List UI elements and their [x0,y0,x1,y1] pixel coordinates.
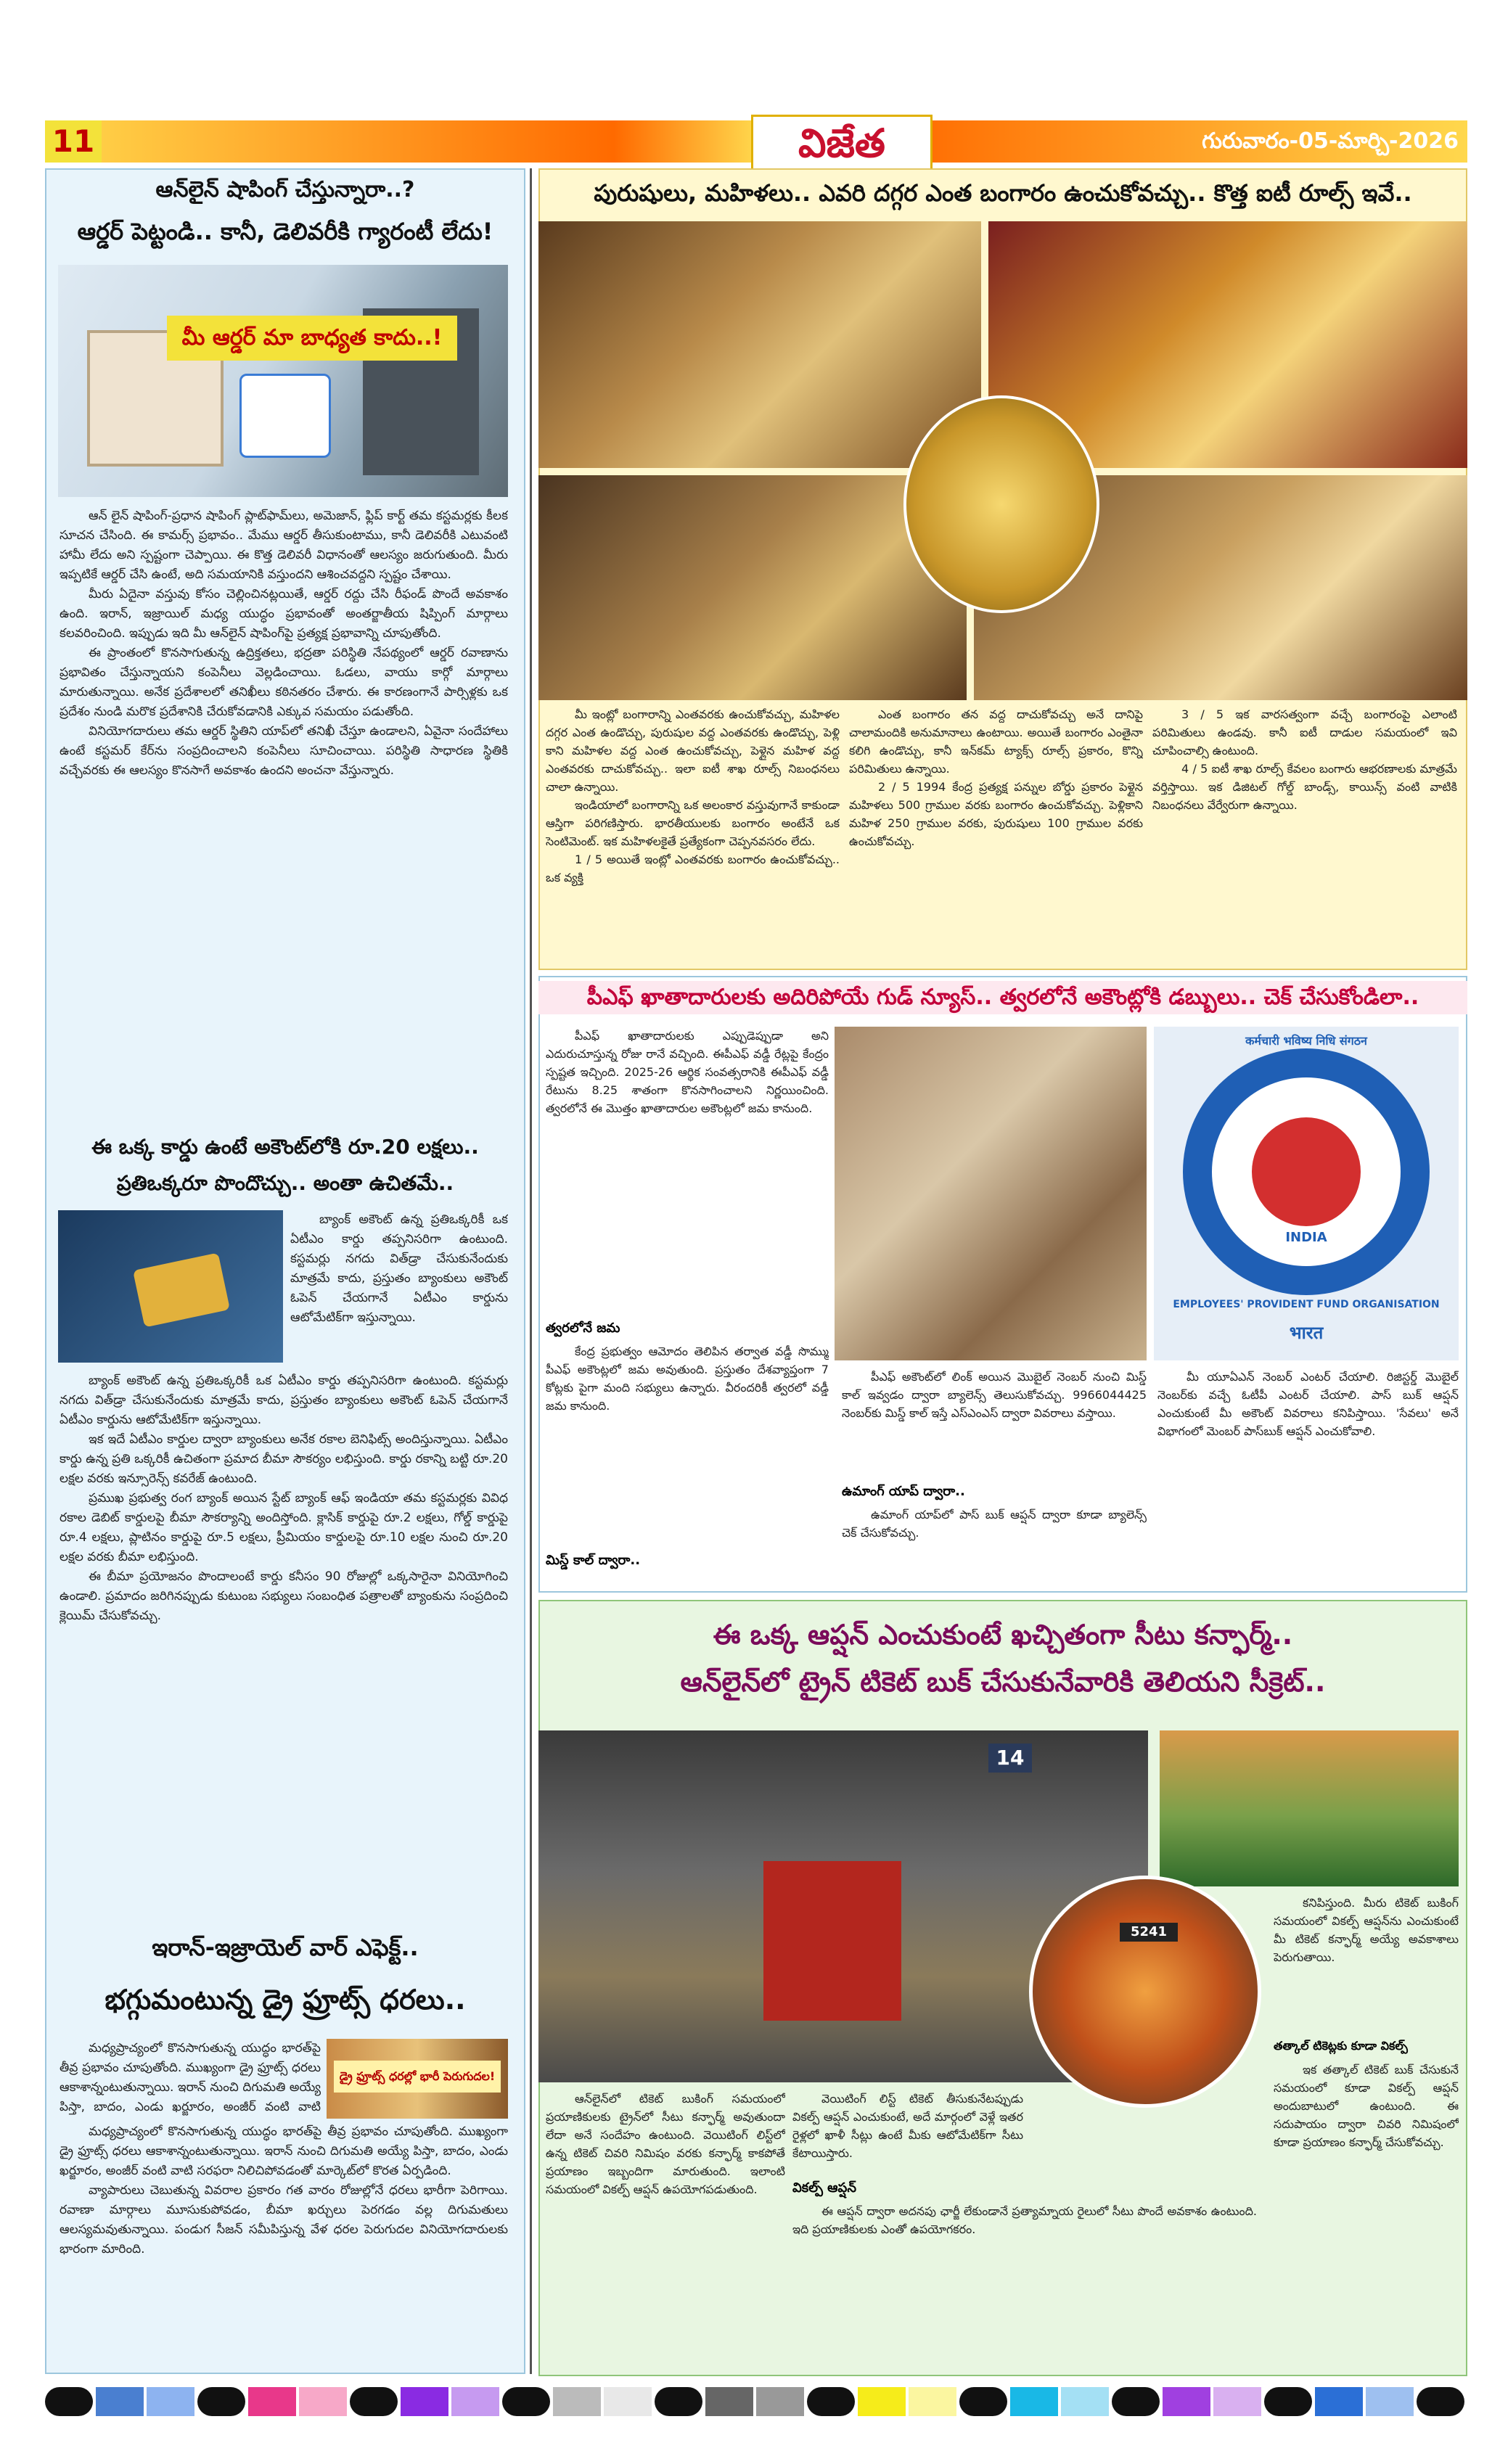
color-swatch [604,2387,652,2416]
color-swatch [858,2387,906,2416]
gold-bars-photo [903,395,1099,613]
train-column-3 [1274,1894,1459,2032]
page-number: 11 [45,120,102,163]
platform-number-sign: 14 [988,1744,1032,1773]
gold-headline: పురుషులు, మహిళలు.. ఎవరి దగ్గర ఎంత బంగారం ఉంచుకోవచ్చు.. కొత్త ఐటీ రూల్స్ ఇవే.. [594,179,1412,207]
color-swatch [959,2387,1007,2416]
cart-icon [239,374,331,458]
currency-notes-photo [835,1027,1147,1360]
gold-column-1 [546,705,840,963]
train-paragraph: ఈ ఆప్షన్ ద్వారా అదనపు ఛార్జీ లేకుండానే ప్రత్యామ్నాయ రైలులో సీటు పొందే అవకాశం ఉంటుంది. ఇది ప్రయాణికులకు ఎంతో ఉపయోగకరం. [792,2204,1257,2236]
color-swatch [1010,2387,1058,2416]
article3-headline-line2: భగ్గుమంటున్న డ్రై ఫ్రూట్స్ ధరలు.. [104,1984,466,2016]
epfo-english-text: EMPLOYEES' PROVIDENT FUND ORGANISATION [1173,1299,1440,1310]
color-swatch [553,2387,601,2416]
article1-paragraph: వినియోగదారులు తమ ఆర్డర్ స్థితిని యాప్‌లో తనిఖీ చేస్తూ ఉండాలని, ఏవైనా సందేహాలు ఉంటే కస్టమర్ కేర్‌ను సంప్రదించాలని కంపెనీలు సూచించాయి. పరిస్థితి సాధారణ స్థితికి వచ్చేవరకు ఈ ఆలస్యం కొనసాగే అవకాశం ఉందని అంచనా వేస్తున్నారు. [60,724,508,778]
train-column-3b [1274,2061,1459,2369]
article3-body [60,2122,508,2369]
color-swatch [1417,2387,1464,2416]
article3-body-side [60,2039,321,2119]
train-paragraph: కనిపిస్తుంది. మీరు టికెట్ బుకింగ్ సమయంలో వికల్ప్ ఆప్షన్‌ను ఎంచుకుంటే మీ టికెట్ కన్ఫార్మ్ అయ్యే అవకాశాలు పెరుగుతాయి. [1274,1896,1459,1964]
gold-paragraph: మీ ఇంట్లో బంగారాన్ని ఎంతవరకు ఉంచుకోవచ్చు, మహిళల దగ్గర ఎంత ఉండొచ్చు, పురుషుల వద్ద ఎంతవరకు ఉండొచ్చు, పెళ్లి కాని మహిళల వద్ద ఎంత ఉంచుకోవచ్చు, పెళ్లైన మహిళ వద్ద ఎంతవరకు దాచుకోవచ్చు.. ఇలా ఐటీ శాఖ రూల్స్ నిబంధనలు చాలా ఉన్నాయి. [546,707,840,794]
pf-subhead-1: త్వరలోనే జమ [546,1321,620,1336]
column-divider [530,168,532,2374]
train-column-2b [792,2202,1257,2369]
color-registration-strip [45,2387,1467,2416]
color-swatch [705,2387,753,2416]
pf-body-mid2 [842,1506,1147,1585]
card-icon [133,1252,230,1327]
color-swatch [451,2387,499,2416]
color-swatch [1264,2387,1312,2416]
train-paragraph: ఆన్‌లైన్‌లో టికెట్ బుకింగ్ సమయంలో ప్రయాణికులకు ట్రైన్‌లో సీటు కన్ఫార్మ్ అవుతుందా లేదా అనే సందేహం ఉంటుంది. వెయిటింగ్ లిస్ట్‌లో ఉన్న టికెట్ చివరి నిమిషం వరకు కన్ఫార్మ్ కాకపోతే ప్రయాణం ఇబ్బందిగా మారుతుంది. ఇలాంటి సమయంలో వికల్ప్ ఆప్షన్ ఉపయోగపడుతుంది. [546,2092,785,2196]
color-swatch [655,2387,702,2416]
masthead-logo: విజేత [751,115,933,171]
train-subhead: వికల్ప్ ఆప్షన్ [792,2180,856,2196]
epfo-bharat-text: भारत [1289,1323,1324,1343]
color-swatch [45,2387,93,2416]
gold-column-2 [849,705,1143,963]
epfo-logo [1183,1048,1430,1295]
dry-fruits-image [327,2039,508,2119]
gold-paragraph: ఇండియాలో బంగారాన్ని ఒక అలంకార వస్తువుగానే కాకుండా ఆస్తిగా పరిగణిస్తారు. భారతీయులకు బంగారం అంటేనే ఒక సెంటిమెంట్. ఇక మహిళలకైతే ప్రత్యేకంగా చెప్పనవసరం లేదు. [546,798,840,848]
epfo-logo-panel [1154,1027,1459,1360]
color-swatch [197,2387,245,2416]
color-swatch [96,2387,144,2416]
locomotive-front [763,1861,901,2021]
color-swatch [248,2387,296,2416]
article3-headline-line1: ఇరాన్-ఇజ్రాయెల్ వార్ ఎఫెక్ట్.. [152,1934,419,1961]
article1-paragraph: ఆన్ లైన్ షాపింగ్-ప్రధాన షాపింగ్ ప్లాట్‌ఫామ్‌లు, అమెజాన్, ఫ్లిప్ కార్ట్ తమ కస్టమర్లకు కీలక సూచన చేసింది. ఈ కామర్స్ ప్రభావం.. మేము ఆర్డర్ తీసుకుంటాము, కానీ డెలివరీకి ఎటువంటి హామీ లేదు అని స్పష్టంగా చెప్పాయి. ఈ కొత్త డెలివరీ విధానంతో ఆలస్యం జరుగుతుంది. మీరు ఇప్పటికే ఆర్డర్ చేసి ఉంటే, అది సమయానికి వస్తుందని ఆశించవద్దని స్పష్టం చేశాయి. [60,509,508,582]
pf-body-left [546,1342,829,1545]
color-swatch [147,2387,194,2416]
epfo-logo-inner [1212,1077,1401,1266]
pf-subhead-3: ఉమాంగ్ యాప్ ద్వారా.. [842,1484,965,1499]
pf-paragraph: పీఎఫ్ ఖాతాదారులకు ఎప్పుడెప్పుడా అని ఎదురుచూస్తున్న రోజు రానే వచ్చింది. ఈపీఎఫ్ వడ్డీ రేట్లపై కేంద్రం స్పష్టత ఇచ్చింది. 2025-26 ఆర్థిక సంవత్సరానికి ఈపీఎఫ్ వడ్డీ రేటును 8.25 శాతంగా కొనసాగించాలని నిర్ణయించింది. త్వరలోనే ఈ మొత్తం ఖాతాదారుల అకౌంట్లలో జమ కానుంది. [546,1029,829,1115]
pf-paragraph: కేంద్ర ప్రభుత్వం ఆమోదం తెలిపిన తర్వాత వడ్డీ సొమ్ము పీఎఫ్ అకౌంట్లలో జమ అవుతుంది. ప్రస్తుతం దేశవ్యాప్తంగా 7 కోట్లకు పైగా మంది సభ్యులు ఉన్నారు. వీరందరికీ త్వరలో వడ్డీ జమ కానుంది. [546,1344,829,1413]
article2-paragraph: ఇక ఇదే ఏటీఎం కార్డుల ద్వారా బ్యాంకులు అనేక రకాల బెనిఫిట్స్ అందిస్తున్నాయి. ఏటీఎం కార్డు ఉన్న ప్రతి ఒక్కరికీ ఉచితంగా ప్రమాద బీమా సౌకర్యం లభిస్తుంది. కార్డు రకాన్ని బట్టి రూ.20 లక్షల వరకు ఇన్సూరెన్స్ కవరేజ్ ఉంటుంది. [60,1432,508,1486]
train-headline-line2: ఆన్‌లైన్‌లో ట్రైన్ టికెట్ బుక్ చేసుకునేవారికి తెలియని సీక్రెట్.. [680,1666,1326,1698]
issue-date: గురువారం-05-మార్చి-2026 [1202,128,1459,154]
gold-paragraph: 4 / 5 ఐటీ శాఖ రూల్స్ కేవలం బంగారు ఆభరణాలకు మాత్రమే వర్తిస్తాయి. ఇక డిజిటల్ గోల్డ్ బాండ్స్, కాయిన్స్ వంటి వాటికి నిబంధనలు వేర్వేరుగా ఉన్నాయి. [1152,762,1457,812]
gold-paragraph: ఎంత బంగారం తన వద్ద దాచుకోవచ్చు అనే దానిపై చాలామందికి అనుమానాలు ఉంటాయి. అయితే బంగారం ఎంతైనా కలిగి ఉండొచ్చు, కానీ ఇన్‌కమ్ ట్యాక్స్ రూల్స్ ప్రకారం, కొన్ని పరిమితులు ఉన్నాయి. [849,707,1143,776]
article2-body [60,1371,508,1894]
pf-paragraph: ఉమాంగ్ యాప్‌లో పాస్ బుక్ ఆప్షన్ ద్వారా కూడా బ్యాలెన్స్ చెక్ చేసుకోవచ్చు. [842,1508,1147,1540]
train-in-forest-photo [1160,1730,1459,1886]
color-swatch [502,2387,550,2416]
train-paragraph: వెయిటింగ్ లిస్ట్ టికెట్ తీసుకునేటప్పుడు వికల్ప్ ఆప్షన్ ఎంచుకుంటే, అదే మార్గంలో వెళ్లే ఇతర రైళ్లలో ఖాళీ సీట్లు ఉంటే మీకు ఆటోమేటిక్‌గా సీటు కేటాయిస్తారు. [792,2092,1023,2160]
jewellery-shop-photo-1 [538,221,981,468]
gold-paragraph: 3 / 5 ఇక వారసత్వంగా వచ్చే బంగారంపై ఎలాంటి పరిమితులు ఉండవు. కానీ ఐటీ దాడుల సమయంలో ఇవి చూపించాల్సి ఉంటుంది. [1152,707,1457,757]
train-column-2 [792,2090,1023,2177]
train-subhead-2: తత్కాల్ టికెట్లకు కూడా వికల్ప్ [1274,2039,1408,2053]
pf-body-mid [842,1368,1147,1477]
article1-image-caption: మీ ఆర్డర్ మా బాధ్యత కాదు..! [167,316,457,361]
color-swatch [1163,2387,1210,2416]
color-swatch [756,2387,804,2416]
article2-paragraph: బ్యాంక్ అకౌంట్ ఉన్న ప్రతిఒక్కరికీ ఒక ఏటీఎం కార్డు తప్పనిసరిగా ఉంటుంది. కస్టమర్లు నగదు విత్‌డ్రా చేసుకునేందుకు మాత్రమే కాదు, ప్రస్తుతం బ్యాంకులు అకౌంట్ ఓపెన్ చేయగానే ఏటీఎం కార్డును ఆటోమేటిక్‌గా ఇస్తున్నాయి. [290,1212,508,1325]
color-swatch [1315,2387,1363,2416]
color-swatch [1213,2387,1261,2416]
article3-paragraph: మధ్యప్రాచ్యంలో కొనసాగుతున్న యుద్ధం భారత్‌పై తీవ్ర ప్రభావం చూపుతోంది. ముఖ్యంగా డ్రై ఫ్రూట్స్ ధరలు ఆకాశాన్నంటుతున్నాయి. ఇరాన్ నుంచి దిగుమతి అయ్యే పిస్తా, బాదం, ఎండు ఖర్జూరం, అంజీర్ వంటి వాటి [60,2041,321,2114]
atm-card-image [58,1210,283,1363]
loco-number-plate: 5241 [1120,1923,1178,1942]
diesel-locomotive-photo [1029,1876,1261,2108]
shopping-cart-image [58,265,508,497]
jewellery-shop-photo-3 [538,475,967,700]
pf-body-right [1157,1368,1459,1585]
article2-headline-line2: ప్రతిఒక్కరూ పొందొచ్చు.. అంతా ఉచితమే.. [116,1171,454,1195]
gold-paragraph: 1 / 5 అయితే ఇంట్లో ఎంతవరకు బంగారం ఉంచుకోవచ్చు.. ఒక వ్యక్తి [546,853,840,884]
article1-paragraph: ఈ ప్రాంతంలో కొనసాగుతున్న ఉద్రిక్తతలు, భద్రతా పరిస్థితి నేపథ్యంలో ఆర్డర్ రవాణాను ప్రభావితం చేస్తున్నాయని కంపెనీలు వెల్లడించాయి. ఓడలు, వాయు కార్గో మార్గాలు మారుతున్నాయి. అనేక ప్రదేశాలలో తనిఖీలు కఠినతరం చేశారు. ఈ కారణంగానే పార్సిళ్లకు ఒక ప్రదేశం నుండి మరొక ప్రదేశానికి చేరుకోవడానికి ఎక్కువ సమయం పడుతోంది. [60,646,508,719]
epfo-hindi-text: कर्मचारी भविष्य निधि संगठन [1245,1034,1367,1048]
epfo-india-text: INDIA [1285,1230,1327,1245]
article1-headline-line2: ఆర్డర్ పెట్టండి.. కానీ, డెలివరీకి గ్యారంటీ లేదు! [77,218,493,245]
color-swatch [909,2387,956,2416]
color-swatch [1112,2387,1160,2416]
article3-image-caption: డ్రై ఫ్రూట్స్ ధరల్లో భారీ పెరుగుదల! [334,2061,501,2093]
article1-body [60,506,508,1123]
color-swatch [1366,2387,1414,2416]
epfo-emblem-icon [1252,1117,1361,1226]
color-swatch [350,2387,398,2416]
pf-headline: పీఎఫ్ ఖాతాదారులకు అదిరిపోయే గుడ్ న్యూస్.. త్వరలోనే అకౌంట్లోకి డబ్బులు.. చెక్ చేసుకోండిలా.. [538,981,1467,1014]
article1-headline-line1: ఆన్‌లైన్ షాపింగ్ చేస్తున్నారా..? [155,177,415,202]
gold-paragraph: 2 / 5 1994 కేంద్ర ప్రత్యక్ష పన్నుల బోర్డు ప్రకారం పెళ్లైన మహిళలు 500 గ్రాముల వరకు బంగారం ఉంచుకోవచ్చు. పెళ్లికాని మహిళ 250 గ్రాముల వరకు, పురుషులు 100 గ్రాముల వరకు ఉంచుకోవచ్చు. [849,780,1143,848]
train-headline-line1: ఈ ఒక్క ఆప్షన్ ఎంచుకుంటే ఖచ్చితంగా సీటు కన్ఫార్మ్.. [713,1619,1293,1651]
pf-subhead-2: మిస్డ్ కాల్ ద్వారా.. [546,1553,641,1568]
pf-paragraph: మీ యూఏఎన్ నెంబర్ ఎంటర్ చేయాలి. రిజిస్టర్డ్ మొబైల్ నెంబర్‌కు వచ్చే ఓటీపీ ఎంటర్ చేయాలి. పాస్ బుక్ ఆప్షన్ ఎంచుకుంటే మీ అకౌంట్ వివరాలు కనిపిస్తాయి. 'సేవలు' అనే విభాగంలో మెంబర్ పాస్‌బుక్ ఆప్షన్ ఎంచుకోవాలి. [1157,1370,1459,1438]
color-swatch [1061,2387,1109,2416]
train-paragraph: ఇక తత్కాల్ టికెట్ బుక్ చేసుకునే సమయంలో కూడా వికల్ప్ ఆప్షన్ అందుబాటులో ఉంటుంది. ఈ సదుపాయం ద్వారా చివరి నిమిషంలో కూడా ప్రయాణం కన్ఫార్మ్ చేసుకోవచ్చు. [1274,2063,1459,2149]
article2-headline-line1: ఈ ఒక్క కార్డు ఉంటే అకౌంట్‌లోకి రూ.20 లక్షలు.. [91,1135,479,1159]
article2-body-side [290,1210,508,1363]
article2-paragraph: ఈ బీమా ప్రయోజనం పొందాలంటే కార్డు కనీసం 90 రోజుల్లో ఒక్కసారైనా వినియోగించి ఉండాలి. ప్రమాదం జరిగినప్పుడు కుటుంబ సభ్యులు సంబంధిత పత్రాలతో బ్యాంకును సంప్రదించి క్లెయిమ్ చేసుకోవచ్చు. [60,1569,508,1623]
article3-paragraph: మధ్యప్రాచ్యంలో కొనసాగుతున్న యుద్ధం భారత్‌పై తీవ్ర ప్రభావం చూపుతోంది. ముఖ్యంగా డ్రై ఫ్రూట్స్ ధరలు ఆకాశాన్నంటుతున్నాయి. ఇరాన్ నుంచి దిగుమతి అయ్యే పిస్తా, బాదం, ఎండు ఖర్జూరం, అంజీర్ వంటి వాటి సరఫరా నిలిచిపోవడంతో మార్కెట్‌లో కొరత ఏర్పడింది. [60,2124,508,2178]
gold-column-3 [1152,705,1457,963]
article1-paragraph: మీరు ఏదైనా వస్తువు కోసం చెల్లించినట్లయితే, ఆర్డర్ రద్దు చేసి రీఫండ్ పొందే అవకాశం ఉంది. ఇరాన్, ఇజ్రాయిల్ మధ్య యుద్ధం ప్రభావంతో అంతర్జాతీయ షిప్పింగ్ మార్గాలు కలవరించింది. ఇప్పుడు ఇది మీ ఆన్‌లైన్ షాపింగ్‌పై ప్రత్యక్ష ప్రభావాన్ని చూపుతోంది. [60,587,508,641]
article2-paragraph: ప్రముఖ ప్రభుత్వ రంగ బ్యాంక్ అయిన స్టేట్ బ్యాంక్ ఆఫ్ ఇండియా తమ కస్టమర్లకు వివిధ రకాల డెబిట్ కార్డులపై బీమా సౌకర్యాన్ని అందిస్తోంది. క్లాసిక్ కార్డుపై రూ.2 లక్షలు, గోల్డ్ కార్డుపై రూ.4 లక్షలు, ప్లాటినం కార్డుపై రూ.5 లక్షలు, ప్రీమియం కార్డులపై రూ.10 లక్షల నుంచి రూ.20 లక్షల వరకు బీమా లభిస్తుంది. [60,1491,508,1564]
pf-paragraph: పీఎఫ్ అకౌంట్‌లో లింక్ అయిన మొబైల్ నెంబర్ నుంచి మిస్డ్ కాల్ ఇవ్వడం ద్వారా బ్యాలెన్స్ తెలుసుకోవచ్చు. 9966044425 నెంబర్‌కు మిస్డ్ కాల్ ఇస్తే ఎస్ఎంఎస్ ద్వారా వివరాలు వస్తాయి. [842,1370,1147,1420]
pf-body-top [546,1027,829,1313]
color-swatch [299,2387,347,2416]
color-swatch [807,2387,855,2416]
article3-paragraph: వ్యాపారులు చెబుతున్న వివరాల ప్రకారం గత వారం రోజుల్లోనే ధరలు భారీగా పెరిగాయి. రవాణా మార్గాలు మూసుకుపోవడం, బీమా ఖర్చులు పెరగడం వల్ల దిగుమతులు ఆలస్యమవుతున్నాయి. పండుగ సీజన్ సమీపిస్తున్న వేళ ధరల పెరుగుదల వినియోగదారులకు భారంగా మారింది. [60,2183,508,2256]
train-column-1 [546,2090,785,2369]
article2-paragraph: బ్యాంక్ అకౌంట్ ఉన్న ప్రతిఒక్కరికీ ఒక ఏటీఎం కార్డు తప్పనిసరిగా ఉంటుంది. కస్టమర్లు నగదు విత్‌డ్రా చేసుకునేందుకు మాత్రమే కాదు, ప్రస్తుతం బ్యాంకులు అకౌంట్ ఓపెన్ చేయగానే ఏటీఎం కార్డును ఆటోమేటిక్‌గా ఇస్తున్నాయి. [60,1373,508,1427]
color-swatch [401,2387,448,2416]
